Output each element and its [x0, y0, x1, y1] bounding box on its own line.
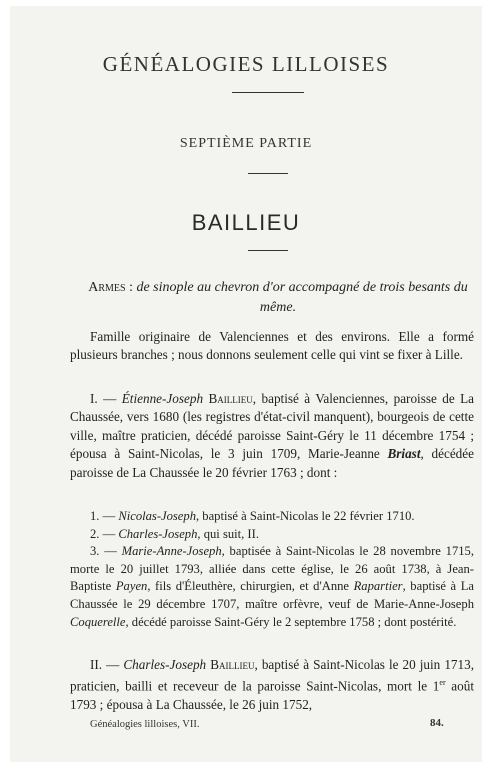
gen1-text2: , décédée paroisse de La Chaussée le 20 février 1763 ; dont : — [70, 446, 474, 480]
child-text: , fils d'Éleuthère, chirurgien, et d'Anne — [147, 579, 354, 594]
child-number: 3. — — [90, 544, 117, 559]
gen1-number: I. — — [90, 391, 117, 406]
gen1-name: Étienne-Joseph — [121, 391, 204, 406]
child-text: , baptisé à La Chaussée le 29 décembre 1707, maître orfèvre, veuf de Marie-Anne-Joseph — [70, 579, 474, 611]
gen1-text1: , baptisé à Valenciennes, paroisse de La Chaussée, vers 1680 (les registres d'état-civil manquent), bourgeois de cette ville, maître praticien, décédé paroisse Saint-Géry le 11 décembre 1754 ; épousa à Saint-Nicolas, le 3 juin 1709, Marie-Jeanne — [70, 391, 475, 462]
gen2-superscript: er — [439, 678, 446, 688]
generation-1-paragraph — [70, 390, 474, 482]
gen2-number: II. — — [90, 657, 120, 672]
child-item — [70, 543, 474, 631]
gen1-wife: Briast — [387, 446, 421, 462]
children-list — [70, 508, 474, 631]
part-rule — [248, 173, 288, 174]
child-text: , baptisé à Saint-Nicolas le 22 février 1710. — [196, 509, 415, 523]
part-heading: SEPTIÈME PARTIE — [179, 136, 313, 151]
child-item — [70, 526, 474, 544]
child-text: , décédé paroisse Saint-Géry le 2 septembre 1758 ; dont postérité. — [125, 614, 457, 629]
intro-paragraph — [70, 328, 474, 365]
title-rule — [232, 92, 304, 93]
child-text: baptisée à Saint-Nicolas le 28 novembre 1715, morte le 20 juillet 1793, alliée dans cette église, le 26 août 1738, à Jean-Baptiste — [70, 544, 474, 594]
document-page — [10, 6, 482, 762]
child-item — [70, 508, 474, 526]
child-text: , qui suit, II. — [197, 526, 259, 541]
intro-text: Famille originaire de Valenciennes et des environs. Elle a formé plusieurs branches ; nous donnons seulement celle qui vint se fixer à Lille. — [70, 329, 474, 363]
gen2-surname: Baillieu — [210, 657, 255, 672]
gen2-text2: août 1793 ; épousa à La Chaussée, le 26 juin 1752, — [70, 678, 474, 713]
child-name: Nicolas-Joseph — [118, 509, 196, 523]
footer-page-number: 84. — [430, 717, 444, 729]
child-number: 1. — — [90, 509, 116, 523]
gen2-text1: , baptisé à Saint-Nicolas le 20 juin 1713, praticien, bailli et receveur de la paroisse Saint-Nicolas, mort le 1 — [70, 657, 474, 694]
child-number: 2. — — [90, 526, 116, 541]
armes-label: Armes : — [88, 280, 133, 295]
armes-paragraph — [80, 278, 476, 318]
gen1-surname: Baillieu — [208, 391, 253, 406]
footer-running-title: Généalogies lilloises, VII. — [90, 719, 200, 730]
armes-text: de sinople au chevron d'or accompagné de trois besants du même. — [136, 280, 468, 315]
family-rule — [248, 250, 288, 251]
child-name: Marie-Anne-Joseph, — [121, 544, 225, 559]
child-name: Charles-Joseph — [118, 526, 198, 541]
gen2-name: Charles-Joseph — [123, 657, 207, 672]
spouse-name: Payen — [115, 579, 148, 594]
generation-2-paragraph — [70, 656, 474, 715]
book-title: GÉNÉALOGIES LILLOISES — [102, 52, 390, 76]
spouse-name: Coquerelle — [70, 614, 126, 629]
family-heading: BAILLIEU — [191, 210, 301, 235]
spouse-name: Rapartier — [353, 579, 403, 594]
